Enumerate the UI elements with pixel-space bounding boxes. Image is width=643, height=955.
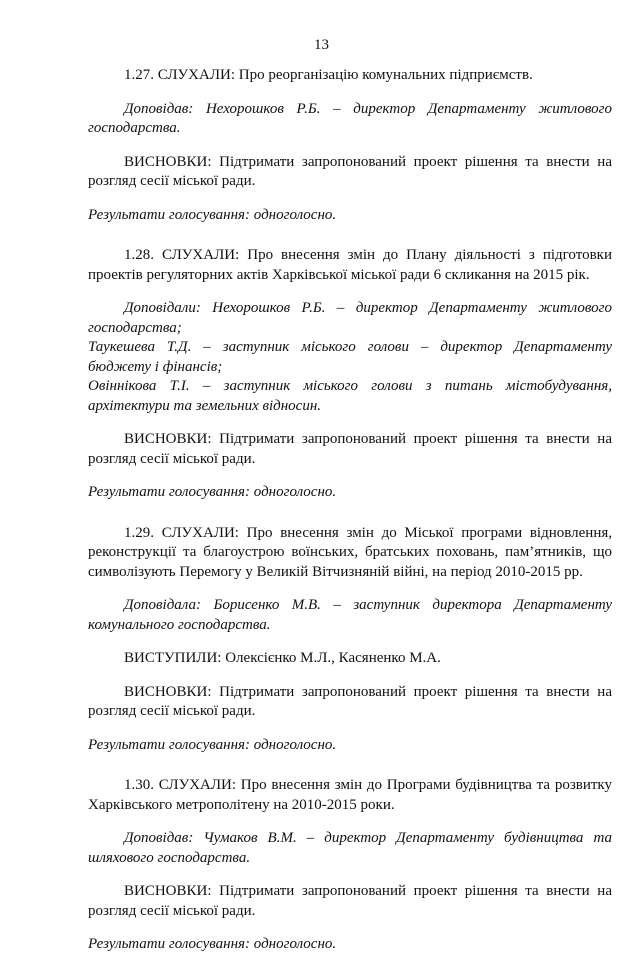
agenda-item-1-27 [88,66,612,225]
heard-paragraph: 1.28. СЛУХАЛИ: Про внесення змін до Плану діяльності з підготовки проектів регуляторних актів Харківської міської ради 6 скликання на 2015 рік. [88,247,612,283]
speaker-paragraph: Таукешева Т.Д. – заступник міського голови – директор Департаменту бюджету і фінансів; [88,339,612,375]
page-number: 13 [314,37,329,53]
conclusion-paragraph: ВИСНОВКИ: Підтримати запропонований проект рішення та внести на розгляд сесії міської ради. [88,431,612,467]
heard-paragraph: 1.29. СЛУХАЛИ: Про внесення змін до Міської програми відновлення, реконструкції та благоустрою воїнських, братських поховань, пам’ятників, що символізують Перемогу у Великій Вітчизняній війні, на період 2010-2015 рр. [88,524,612,580]
conclusion-paragraph: ВИСНОВКИ: Підтримати запропонований проект рішення та внести на розгляд сесії міської ради. [88,683,612,719]
heard-paragraph: 1.27. СЛУХАЛИ: Про реорганізацію комунальних підприємств. [124,67,533,83]
conclusion-paragraph: ВИСНОВКИ: Підтримати запропонований проект рішення та внести на розгляд сесії міської ради. [88,883,612,919]
vote-result: Результати голосування: одноголосно. [88,936,337,952]
speaker-paragraph: Овіннікова Т.І. – заступник міського голови з питань містобудування, архітектури та земельних відносин. [88,378,612,414]
speaker-paragraph: Доповідав: Нехорошков Р.Б. – директор Департаменту житлового господарства. [88,100,612,136]
conclusion-paragraph: ВИСНОВКИ: Підтримати запропонований проект рішення та внести на розгляд сесії міської ради. [88,153,612,189]
agenda-item-1-29 [88,524,612,756]
agenda-item-1-30 [88,776,612,955]
vote-result: Результати голосування: одноголосно. [88,736,337,753]
agenda-item-1-28 [88,246,612,503]
speaker-paragraph: Доповідала: Борисенко М.В. – заступник директора Департаменту комунального господарства. [88,597,612,633]
heard-paragraph: 1.30. СЛУХАЛИ: Про внесення змін до Програми будівництва та розвитку Харківського метрополітену на 2010-2015 роки. [88,777,612,813]
vote-result: Результати голосування: одноголосно. [88,206,337,223]
spoke-paragraph: ВИСТУПИЛИ: Олексієнко М.Л., Касяненко М.А. [124,650,441,666]
vote-result: Результати голосування: одноголосно. [88,484,337,500]
speaker-paragraph: Доповідав: Чумаков В.М. – директор Департаменту будівництва та шляхового господарства. [88,830,612,866]
minutes-body [88,66,612,955]
speaker-paragraph: Доповідали: Нехорошков Р.Б. – директор Департаменту житлового господарства; [88,300,612,336]
